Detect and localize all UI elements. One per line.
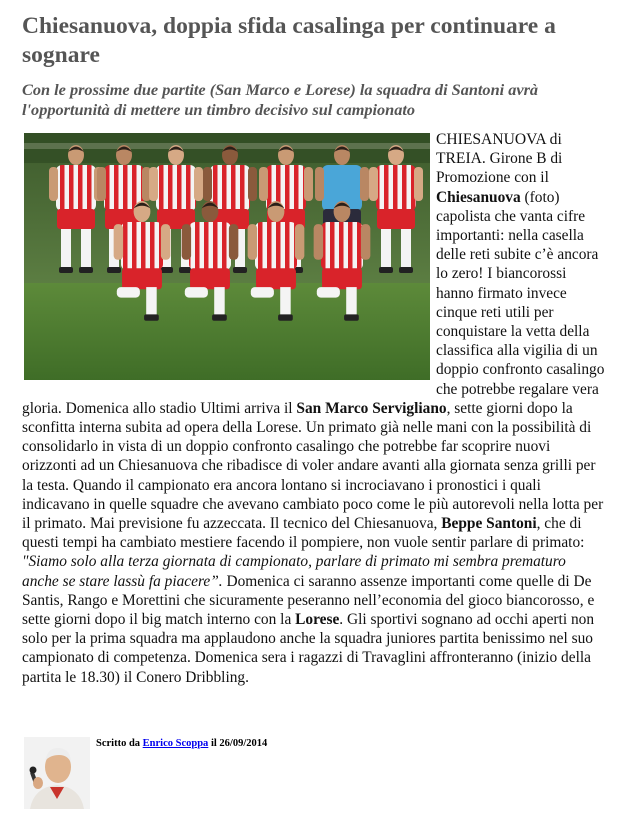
- body-text-3: , sette giorni dopo la sconfitta interna subita ad opera della Lorese. Un primato già nelle mani con la possibilità di consolidarlo in vista di un doppio confronto casalingo che potrebbe far scoprire nuovi orizzonti ad un Chiesanuova che ribadisce di voler andare avanti alla giornata senza grilli per la testa. Quando il campionato era ancora lontano si incrociavano i pronostici i quali indicavano in quelle squadre che avevano cambiato poco come le più autorevoli nella lotta per il primato. Mai previsione fu azzeccata. Il tecnico del Chiesanuova,: [22, 399, 604, 533]
- body-coach-name: Beppe Santoni: [441, 515, 537, 533]
- body-team-name: Chiesanuova: [436, 188, 521, 206]
- photo-wrap-space: [22, 130, 436, 385]
- article-body: [22, 130, 606, 687]
- body-text-6: . Gli sportivi sognano ad occhi aperti non solo per la prima squadra ma applaudono anche la squadra juniores partita benissimo nel suo campionato di competenza. Domenica sera i ragazzi di Travaglini affronteranno (inizio della partita le 18.30) il Conero Dribbling.: [22, 611, 595, 686]
- body-text-1: Girone B di Promozione con il: [436, 150, 563, 187]
- byline-middle: il: [208, 738, 220, 749]
- byline: [96, 738, 267, 749]
- article-subtitle: Con le prossime due partite (San Marco e Lorese) la squadra di Santoni avrà l'opportunità di mettere un timbro decisivo sul campionato: [22, 80, 539, 119]
- body-opponent-1: San Marco Servigliano: [296, 399, 447, 417]
- byline-date: 26/09/2014: [219, 738, 268, 749]
- body-coach-quote: "Siamo solo alla terza giornata di campionato, parlare di primato mi sembra prematuro anche se stare lassù fa piacere”.: [22, 553, 566, 590]
- body-text-5: Domenica ci saranno assenze importanti come quelle di De Santis, Rango e Morettini che sicuramente peseranno nell’economia del gioco biancorosso, e sette giorni dopo il big match interno con la: [22, 572, 595, 629]
- body-opponent-2: Lorese: [295, 611, 340, 629]
- byline-prefix: Scritto da: [96, 738, 143, 749]
- article-title: Chiesanuova, doppia sfida casalinga per continuare a sognare: [22, 13, 556, 68]
- author-avatar-graphic: [24, 737, 90, 809]
- author-link[interactable]: Enrico Scoppa: [142, 738, 209, 749]
- author-avatar: [24, 737, 90, 809]
- body-text-2: (foto) capolista che vanta cifre importanti: nella casella delle reti subite c’è ancora lo zero! I biancorossi hanno firmato invece cinque reti utili per conquistare la vetta della classifica alla vigilia di un doppio confronto casalingo che potrebbe regalare vera gloria. Domenica allo stadio Ultimi arriva il: [22, 188, 605, 417]
- body-text-4: , che di questi tempi ha cambiato mestiere facendo il pompiere, non vuole sentir parlare di primato:: [22, 515, 585, 552]
- body-lead-place: CHIESANUOVA di TREIA.: [436, 131, 562, 168]
